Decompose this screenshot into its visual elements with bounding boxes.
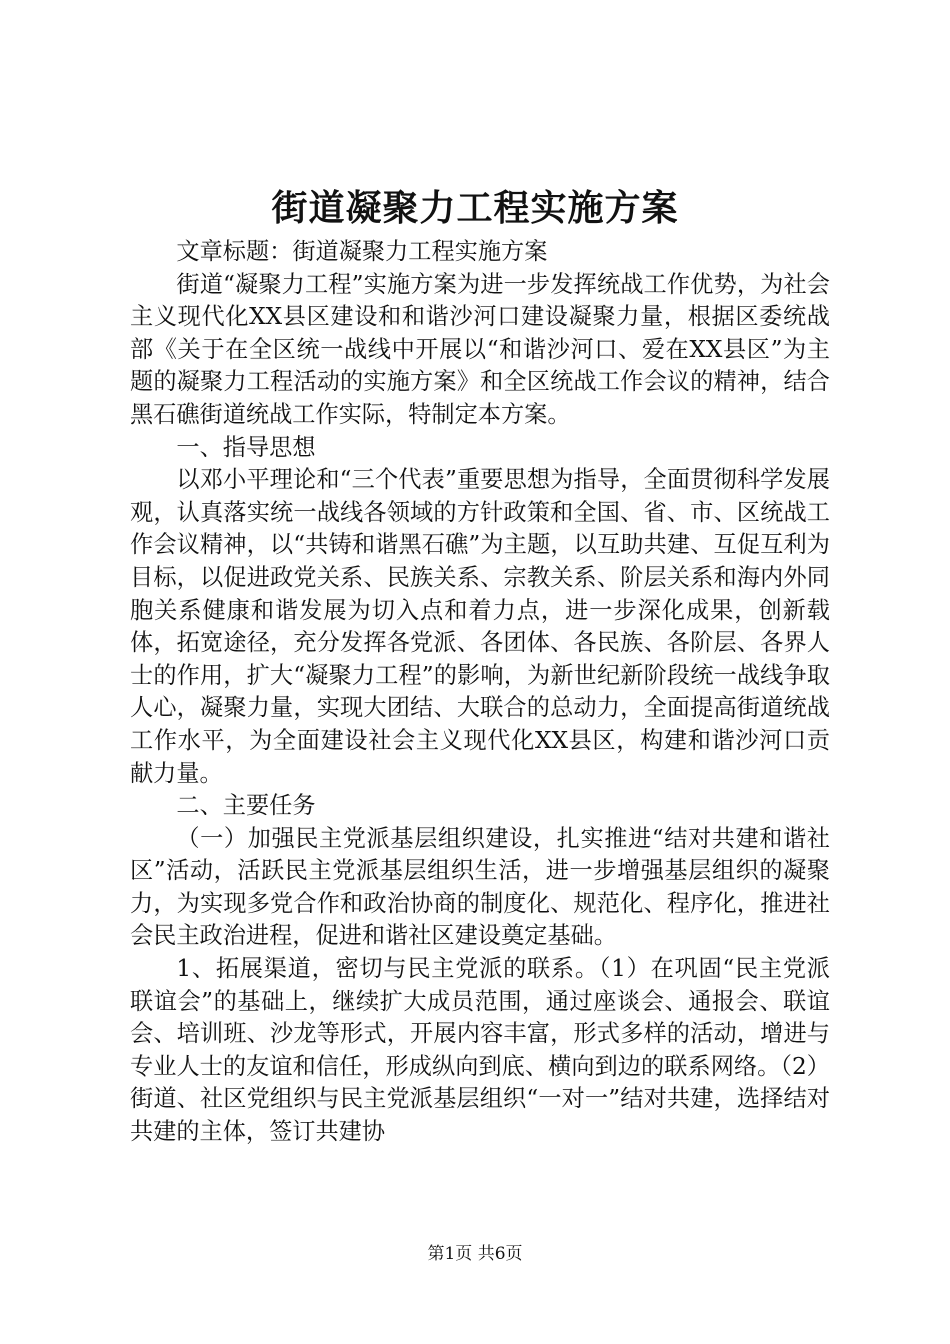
article-title-line: 文章标题：街道凝聚力工程实施方案 — [176, 238, 548, 265]
page-footer: 第1页 共6页 — [427, 1244, 523, 1264]
task-one-paragraph: （一）加强民主党派基层组织建设，扎实推进“结对共建和谐社区”活动，活跃民主党派基层组织生活，进一步增强基层组织的凝聚力，为实现多党合作和政治协商的制度化、规范化、程序化，推进社会民主政治进程，促进和谐社区建设奠定基础。 — [130, 824, 830, 950]
guiding-ideology-paragraph: 以邓小平理论和“三个代表”重要思想为指导，全面贯彻科学发展观，认真落实统一战线各领域的方针政策和全国、省、市、区统战工作会议精神，以“共铸和谐黑石礁”为主题，以互助共建、互促互利为目标，以促进政党关系、民族关系、宗教关系、阶层关系和海内外同胞关系健康和谐发展为切入点和着力点，进一步深化成果，创新载体，拓宽途径，充分发挥各党派、各团体、各民族、各阶层、各界人士的作用，扩大“凝聚力工程”的影响，为新世纪新阶段统一战线争取人心，凝聚力量，实现大团结、大联合的总动力，全面提高街道统战工作水平，为全面建设社会主义现代化XX县区，构建和谐沙河口贡献力量。 — [130, 466, 830, 787]
task-one-item-one-paragraph: 1、拓展渠道，密切与民主党派的联系。（1）在巩固“民主党派联谊会”的基础上，继续扩大成员范围，通过座谈会、通报会、联谊会、培训班、沙龙等形式，开展内容丰富，形式多样的活动，增进与专业人士的友谊和信任，形成纵向到底、横向到边的联系网络。（2）街道、社区党组织与民主党派基层组织“一对一”结对共建，选择结对共建的主体，签订共建协 — [130, 955, 830, 1146]
intro-paragraph: 街道“凝聚力工程”实施方案为进一步发挥统战工作优势，为社会主义现代化XX县区建设和和谐沙河口建设凝聚力量，根据区委统战部《关于在全区统一战线中开展以“和谐沙河口、爱在XX县区”为主题的凝聚力工程活动的实施方案》和全区统战工作会议的精神，结合黑石礁街道统战工作实际，特制定本方案。 — [130, 270, 830, 428]
section-heading-guiding-ideology: 一、指导思想 — [176, 433, 316, 461]
document-body — [130, 236, 830, 1149]
document-title: 街道凝聚力工程实施方案 — [271, 187, 679, 229]
section-heading-main-tasks: 二、主要任务 — [176, 792, 316, 820]
